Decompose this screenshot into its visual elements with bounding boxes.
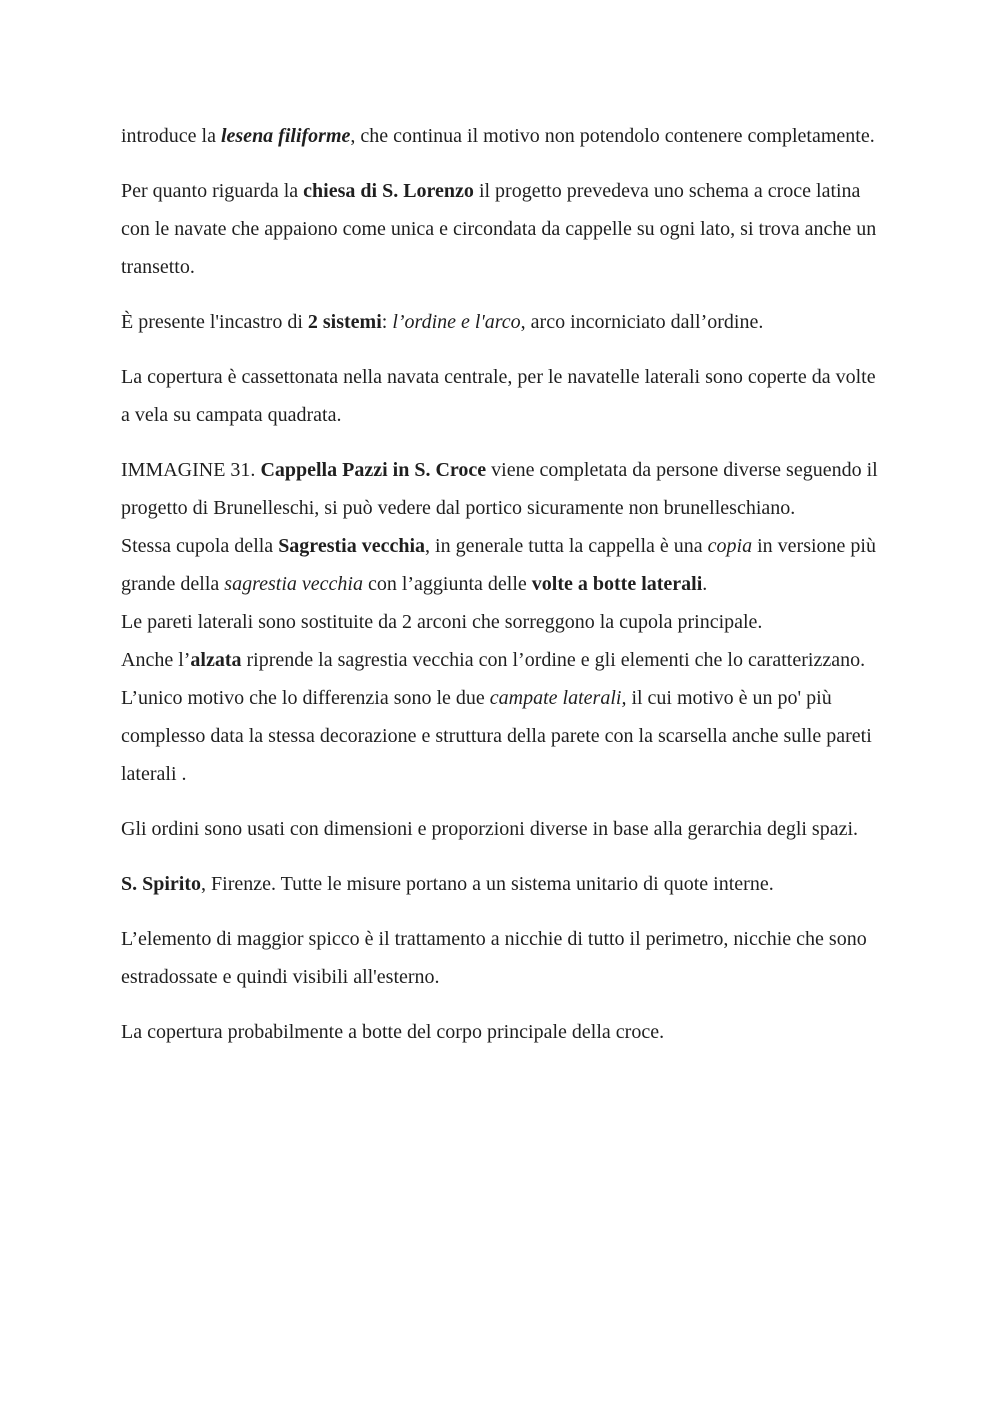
paragraph-cappella-pazzi (121, 451, 881, 527)
paragraph-nicchie (121, 920, 881, 996)
bold-text: Cappella Pazzi in S. Croce (260, 459, 487, 481)
paragraph-san-lorenzo (121, 172, 881, 286)
text-run: in versione più grande della (121, 535, 881, 595)
text-run: Per quanto riguarda la (121, 180, 304, 202)
text-run: , Firenze. Tutte le misure portano a un sistema unitario di quote interne. (201, 873, 774, 895)
paragraph-copertura-croce (121, 1013, 881, 1051)
bold-italic-text: lesena filiforme (220, 125, 351, 147)
bold-text: S. Spirito (121, 873, 202, 895)
paragraph-santo-spirito (121, 865, 881, 903)
italic-text: campate laterali, (489, 687, 627, 709)
document-body (121, 117, 881, 1068)
paragraph-ordini (121, 810, 881, 848)
text-run: Anche l’ (121, 649, 191, 671)
text-run: Le pareti laterali sono sostituite da 2 arconi che sorreggono la cupola principale. (121, 611, 763, 633)
text-run: : (381, 311, 393, 333)
text-run: IMMAGINE 31. (121, 459, 261, 481)
bold-text: alzata (190, 649, 242, 671)
text-run: Gli ordini sono usati con dimensioni e proporzioni diverse in base alla gerarchia degli spazi. (121, 818, 859, 840)
text-run: con l’aggiunta delle (362, 573, 532, 595)
paragraph-copertura (121, 358, 881, 434)
paragraph-sagrestia (121, 527, 881, 603)
text-run: , in generale tutta la cappella è una (425, 535, 708, 557)
bold-text: volte a botte laterali (531, 573, 703, 595)
paragraph-pareti (121, 603, 881, 641)
italic-text: sagrestia vecchia (224, 573, 363, 595)
paragraph-alzata (121, 641, 881, 793)
text-run: viene completata da persone diverse seguendo il progetto di Brunelleschi, si può vedere dal portico sicuramente non brunelleschiano. (121, 459, 883, 519)
text-run: , che continua il motivo non potendolo contenere completamente. (350, 125, 875, 147)
text-run: riprende la sagrestia vecchia con l’ordine e gli elementi che lo caratterizzano. L’unico motivo che lo differenzia sono le due (121, 649, 871, 709)
text-run: Stessa cupola della (121, 535, 279, 557)
text-run: introduce la (121, 125, 221, 147)
text-run: , arco incorniciato dall’ordine. (520, 311, 764, 333)
paragraph-sistemi (121, 303, 881, 341)
bold-text: 2 sistemi (307, 311, 382, 333)
text-run: L’elemento di maggior spicco è il trattamento a nicchie di tutto il perimetro, nicchie che sono estradossate e quindi visibili all'esterno. (121, 928, 872, 988)
text-run: il progetto prevedeva uno schema a croce latina con le navate che appaiono come unica e circondata da cappelle su ogni lato, si trova anche un transetto. (121, 180, 882, 278)
text-run: La copertura è cassettonata nella navata centrale, per le navatelle laterali sono coperte da volte a vela su campata quadrata. (121, 366, 881, 426)
text-run: il cui motivo è un po' più complesso data la stessa decorazione e struttura della parete con la scarsella anche sulle pareti laterali . (121, 687, 877, 785)
paragraph-lesena (121, 117, 881, 155)
text-run: È presente l'incastro di (121, 311, 308, 333)
italic-text: l’ordine e l'arco (392, 311, 521, 333)
text-run: . (702, 573, 708, 595)
bold-text: chiesa di S. Lorenzo (303, 180, 474, 202)
text-run: La copertura probabilmente a botte del corpo principale della croce. (121, 1021, 665, 1043)
bold-text: Sagrestia vecchia (278, 535, 426, 557)
italic-text: copia (707, 535, 753, 557)
